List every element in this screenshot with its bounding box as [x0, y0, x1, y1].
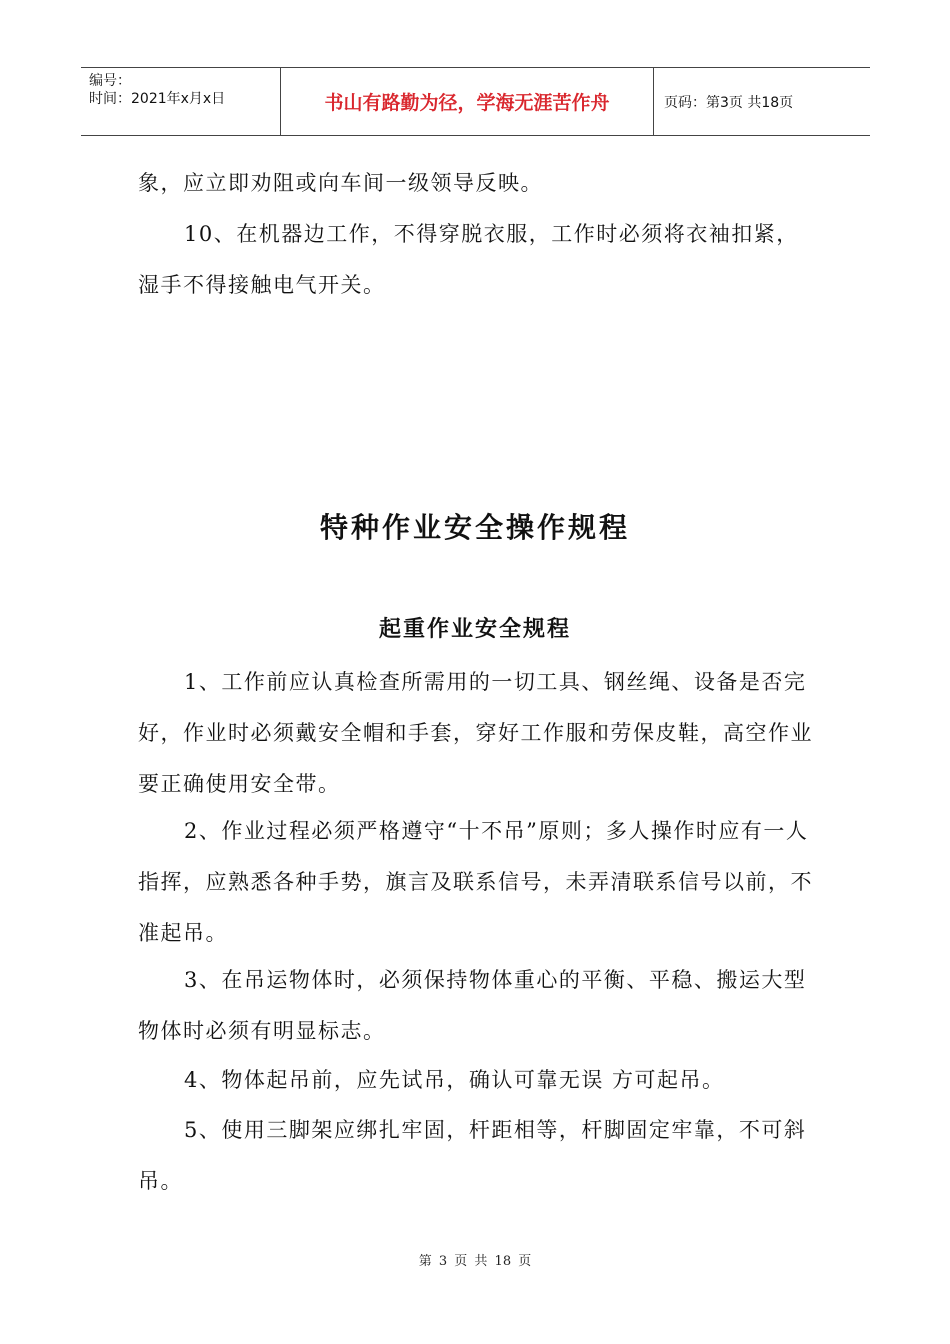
item-10-paragraph: 10、在机器边工作，不得穿脱衣服，工作时必须将衣袖扣紧，湿手不得接触电气开关。	[138, 222, 799, 297]
header-page-info: 页码：第3页 共18页	[664, 94, 794, 111]
main-title: 特种作业安全操作规程	[319, 511, 630, 544]
number-label: 编号：	[89, 73, 131, 89]
item-2-paragraph: 2、作业过程必须严格遵守“十不吊”原则；多人操作时应有一人指挥，应熟悉各种手势，旗言及联系信号，未弄清联系信号以前，不准起吊。	[138, 819, 813, 945]
time-label: 时间：2021年x月x日	[89, 91, 226, 107]
continued-paragraph: 象，应立即劝阻或向车间一级领导反映。	[138, 171, 543, 195]
document-header	[81, 67, 870, 136]
item-3-paragraph: 3、在吊运物体时，必须保持物体重心的平衡、平稳、搬运大型物体时必须有明显标志。	[138, 968, 807, 1043]
item-5-paragraph: 5、使用三脚架应绑扎牢固，杆距相等，杆脚固定牢靠，不可斜吊。	[138, 1118, 807, 1193]
header-meta-cell	[81, 68, 281, 135]
item-4-paragraph: 4、物体起吊前，应先试吊，确认可靠无误 方可起吊。	[184, 1068, 725, 1092]
page-footer: 第 3 页 共 18 页	[418, 1254, 532, 1269]
item-1-paragraph: 1、工作前应认真检查所需用的一切工具、钢丝绳、设备是否完好，作业时必须戴安全帽和手套，穿好工作服和劳保皮鞋，高空作业要正确使用安全带。	[138, 670, 813, 796]
section-title: 起重作业安全规程	[378, 616, 571, 642]
header-motto: 书山有路勤为径，学海无涯苦作舟	[281, 68, 654, 135]
